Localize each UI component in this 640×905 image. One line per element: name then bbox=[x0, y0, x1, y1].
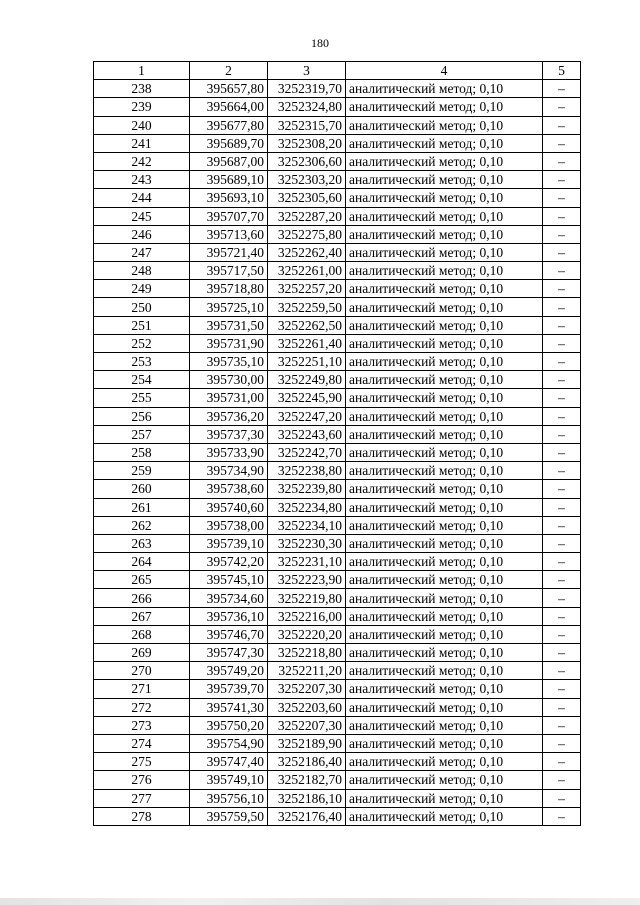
x-coordinate-cell: 395741,30 bbox=[190, 698, 268, 716]
point-number-cell: 265 bbox=[94, 571, 190, 589]
y-coordinate-cell: 3252238,80 bbox=[268, 462, 346, 480]
x-coordinate-cell: 395657,80 bbox=[190, 80, 268, 98]
table-row bbox=[94, 589, 581, 607]
method-accuracy-cell: аналитический метод; 0,10 bbox=[346, 571, 543, 589]
note-cell: – bbox=[543, 298, 581, 316]
x-coordinate-cell: 395749,10 bbox=[190, 771, 268, 789]
y-coordinate-cell: 3252239,80 bbox=[268, 480, 346, 498]
x-coordinate-cell: 395740,60 bbox=[190, 498, 268, 516]
y-coordinate-cell: 3252319,70 bbox=[268, 80, 346, 98]
x-coordinate-cell: 395735,10 bbox=[190, 353, 268, 371]
note-cell: – bbox=[543, 462, 581, 480]
y-coordinate-cell: 3252324,80 bbox=[268, 98, 346, 116]
coordinates-table bbox=[93, 61, 581, 826]
x-coordinate-cell: 395664,00 bbox=[190, 98, 268, 116]
note-cell: – bbox=[543, 353, 581, 371]
y-coordinate-cell: 3252186,10 bbox=[268, 789, 346, 807]
point-number-cell: 276 bbox=[94, 771, 190, 789]
table-row bbox=[94, 734, 581, 752]
y-coordinate-cell: 3252259,50 bbox=[268, 298, 346, 316]
method-accuracy-cell: аналитический метод; 0,10 bbox=[346, 644, 543, 662]
y-coordinate-cell: 3252251,10 bbox=[268, 353, 346, 371]
method-accuracy-cell: аналитический метод; 0,10 bbox=[346, 553, 543, 571]
x-coordinate-cell: 395736,10 bbox=[190, 607, 268, 625]
x-coordinate-cell: 395731,90 bbox=[190, 334, 268, 352]
point-number-cell: 277 bbox=[94, 789, 190, 807]
y-coordinate-cell: 3252176,40 bbox=[268, 807, 346, 825]
note-cell: – bbox=[543, 389, 581, 407]
point-number-cell: 260 bbox=[94, 480, 190, 498]
method-accuracy-cell: аналитический метод; 0,10 bbox=[346, 316, 543, 334]
y-coordinate-cell: 3252305,60 bbox=[268, 189, 346, 207]
y-coordinate-cell: 3252243,60 bbox=[268, 425, 346, 443]
point-number-cell: 256 bbox=[94, 407, 190, 425]
point-number-cell: 255 bbox=[94, 389, 190, 407]
point-number-cell: 262 bbox=[94, 516, 190, 534]
note-cell: – bbox=[543, 625, 581, 643]
table-row bbox=[94, 353, 581, 371]
table-row bbox=[94, 225, 581, 243]
note-cell: – bbox=[543, 334, 581, 352]
method-accuracy-cell: аналитический метод; 0,10 bbox=[346, 189, 543, 207]
y-coordinate-cell: 3252275,80 bbox=[268, 225, 346, 243]
x-coordinate-cell: 395747,30 bbox=[190, 644, 268, 662]
y-coordinate-cell: 3252262,40 bbox=[268, 243, 346, 261]
note-cell: – bbox=[543, 80, 581, 98]
method-accuracy-cell: аналитический метод; 0,10 bbox=[346, 789, 543, 807]
x-coordinate-cell: 395713,60 bbox=[190, 225, 268, 243]
method-accuracy-cell: аналитический метод; 0,10 bbox=[346, 152, 543, 170]
table-row bbox=[94, 243, 581, 261]
point-number-cell: 264 bbox=[94, 553, 190, 571]
y-coordinate-cell: 3252231,10 bbox=[268, 553, 346, 571]
note-cell: – bbox=[543, 207, 581, 225]
y-coordinate-cell: 3252261,00 bbox=[268, 262, 346, 280]
point-number-cell: 268 bbox=[94, 625, 190, 643]
point-number-cell: 247 bbox=[94, 243, 190, 261]
point-number-cell: 270 bbox=[94, 662, 190, 680]
note-cell: – bbox=[543, 662, 581, 680]
point-number-cell: 245 bbox=[94, 207, 190, 225]
point-number-cell: 250 bbox=[94, 298, 190, 316]
method-accuracy-cell: аналитический метод; 0,10 bbox=[346, 516, 543, 534]
x-coordinate-cell: 395749,20 bbox=[190, 662, 268, 680]
x-coordinate-cell: 395750,20 bbox=[190, 716, 268, 734]
table-row bbox=[94, 680, 581, 698]
point-number-cell: 261 bbox=[94, 498, 190, 516]
table-row bbox=[94, 171, 581, 189]
method-accuracy-cell: аналитический метод; 0,10 bbox=[346, 498, 543, 516]
x-coordinate-cell: 395733,90 bbox=[190, 443, 268, 461]
table-row bbox=[94, 625, 581, 643]
table-row bbox=[94, 316, 581, 334]
y-coordinate-cell: 3252306,60 bbox=[268, 152, 346, 170]
method-accuracy-cell: аналитический метод; 0,10 bbox=[346, 171, 543, 189]
note-cell: – bbox=[543, 225, 581, 243]
note-cell: – bbox=[543, 243, 581, 261]
method-accuracy-cell: аналитический метод; 0,10 bbox=[346, 262, 543, 280]
method-accuracy-cell: аналитический метод; 0,10 bbox=[346, 353, 543, 371]
note-cell: – bbox=[543, 189, 581, 207]
y-coordinate-cell: 3252218,80 bbox=[268, 644, 346, 662]
note-cell: – bbox=[543, 262, 581, 280]
table-row bbox=[94, 189, 581, 207]
y-coordinate-cell: 3252219,80 bbox=[268, 589, 346, 607]
y-coordinate-cell: 3252261,40 bbox=[268, 334, 346, 352]
header-col-5: 5 bbox=[543, 62, 581, 80]
y-coordinate-cell: 3252247,20 bbox=[268, 407, 346, 425]
y-coordinate-cell: 3252257,20 bbox=[268, 280, 346, 298]
point-number-cell: 239 bbox=[94, 98, 190, 116]
method-accuracy-cell: аналитический метод; 0,10 bbox=[346, 98, 543, 116]
note-cell: – bbox=[543, 498, 581, 516]
point-number-cell: 243 bbox=[94, 171, 190, 189]
header-col-2: 2 bbox=[190, 62, 268, 80]
point-number-cell: 240 bbox=[94, 116, 190, 134]
note-cell: – bbox=[543, 516, 581, 534]
note-cell: – bbox=[543, 698, 581, 716]
note-cell: – bbox=[543, 753, 581, 771]
table-row bbox=[94, 534, 581, 552]
point-number-cell: 246 bbox=[94, 225, 190, 243]
table-row bbox=[94, 116, 581, 134]
note-cell: – bbox=[543, 116, 581, 134]
y-coordinate-cell: 3252207,30 bbox=[268, 680, 346, 698]
point-number-cell: 241 bbox=[94, 134, 190, 152]
method-accuracy-cell: аналитический метод; 0,10 bbox=[346, 225, 543, 243]
method-accuracy-cell: аналитический метод; 0,10 bbox=[346, 280, 543, 298]
point-number-cell: 259 bbox=[94, 462, 190, 480]
note-cell: – bbox=[543, 443, 581, 461]
method-accuracy-cell: аналитический метод; 0,10 bbox=[346, 480, 543, 498]
table-body bbox=[94, 80, 581, 826]
method-accuracy-cell: аналитический метод; 0,10 bbox=[346, 334, 543, 352]
x-coordinate-cell: 395747,40 bbox=[190, 753, 268, 771]
table-row bbox=[94, 480, 581, 498]
table-row bbox=[94, 553, 581, 571]
x-coordinate-cell: 395689,10 bbox=[190, 171, 268, 189]
point-number-cell: 251 bbox=[94, 316, 190, 334]
x-coordinate-cell: 395739,10 bbox=[190, 534, 268, 552]
table-row bbox=[94, 771, 581, 789]
table-row bbox=[94, 80, 581, 98]
table-row bbox=[94, 516, 581, 534]
table-row bbox=[94, 498, 581, 516]
header-col-1: 1 bbox=[94, 62, 190, 80]
x-coordinate-cell: 395734,90 bbox=[190, 462, 268, 480]
note-cell: – bbox=[543, 534, 581, 552]
point-number-cell: 252 bbox=[94, 334, 190, 352]
note-cell: – bbox=[543, 316, 581, 334]
x-coordinate-cell: 395687,00 bbox=[190, 152, 268, 170]
y-coordinate-cell: 3252234,10 bbox=[268, 516, 346, 534]
note-cell: – bbox=[543, 480, 581, 498]
y-coordinate-cell: 3252207,30 bbox=[268, 716, 346, 734]
x-coordinate-cell: 395738,60 bbox=[190, 480, 268, 498]
method-accuracy-cell: аналитический метод; 0,10 bbox=[346, 734, 543, 752]
x-coordinate-cell: 395731,50 bbox=[190, 316, 268, 334]
point-number-cell: 271 bbox=[94, 680, 190, 698]
method-accuracy-cell: аналитический метод; 0,10 bbox=[346, 807, 543, 825]
method-accuracy-cell: аналитический метод; 0,10 bbox=[346, 80, 543, 98]
point-number-cell: 254 bbox=[94, 371, 190, 389]
x-coordinate-cell: 395737,30 bbox=[190, 425, 268, 443]
note-cell: – bbox=[543, 807, 581, 825]
method-accuracy-cell: аналитический метод; 0,10 bbox=[346, 753, 543, 771]
point-number-cell: 275 bbox=[94, 753, 190, 771]
point-number-cell: 269 bbox=[94, 644, 190, 662]
y-coordinate-cell: 3252242,70 bbox=[268, 443, 346, 461]
note-cell: – bbox=[543, 425, 581, 443]
method-accuracy-cell: аналитический метод; 0,10 bbox=[346, 407, 543, 425]
method-accuracy-cell: аналитический метод; 0,10 bbox=[346, 116, 543, 134]
method-accuracy-cell: аналитический метод; 0,10 bbox=[346, 716, 543, 734]
point-number-cell: 272 bbox=[94, 698, 190, 716]
table-row bbox=[94, 807, 581, 825]
table-row bbox=[94, 134, 581, 152]
point-number-cell: 278 bbox=[94, 807, 190, 825]
table-row bbox=[94, 644, 581, 662]
y-coordinate-cell: 3252186,40 bbox=[268, 753, 346, 771]
x-coordinate-cell: 395730,00 bbox=[190, 371, 268, 389]
note-cell: – bbox=[543, 734, 581, 752]
x-coordinate-cell: 395746,70 bbox=[190, 625, 268, 643]
y-coordinate-cell: 3252234,80 bbox=[268, 498, 346, 516]
x-coordinate-cell: 395745,10 bbox=[190, 571, 268, 589]
table-row bbox=[94, 662, 581, 680]
table-row bbox=[94, 753, 581, 771]
method-accuracy-cell: аналитический метод; 0,10 bbox=[346, 698, 543, 716]
note-cell: – bbox=[543, 680, 581, 698]
x-coordinate-cell: 395677,80 bbox=[190, 116, 268, 134]
table-row bbox=[94, 262, 581, 280]
note-cell: – bbox=[543, 771, 581, 789]
y-coordinate-cell: 3252249,80 bbox=[268, 371, 346, 389]
x-coordinate-cell: 395721,40 bbox=[190, 243, 268, 261]
note-cell: – bbox=[543, 171, 581, 189]
method-accuracy-cell: аналитический метод; 0,10 bbox=[346, 589, 543, 607]
y-coordinate-cell: 3252308,20 bbox=[268, 134, 346, 152]
method-accuracy-cell: аналитический метод; 0,10 bbox=[346, 462, 543, 480]
point-number-cell: 238 bbox=[94, 80, 190, 98]
y-coordinate-cell: 3252230,30 bbox=[268, 534, 346, 552]
table-row bbox=[94, 152, 581, 170]
point-number-cell: 267 bbox=[94, 607, 190, 625]
table-row bbox=[94, 443, 581, 461]
header-col-3: 3 bbox=[268, 62, 346, 80]
table-row bbox=[94, 407, 581, 425]
method-accuracy-cell: аналитический метод; 0,10 bbox=[346, 371, 543, 389]
table-row bbox=[94, 334, 581, 352]
method-accuracy-cell: аналитический метод; 0,10 bbox=[346, 243, 543, 261]
point-number-cell: 257 bbox=[94, 425, 190, 443]
y-coordinate-cell: 3252189,90 bbox=[268, 734, 346, 752]
x-coordinate-cell: 395739,70 bbox=[190, 680, 268, 698]
method-accuracy-cell: аналитический метод; 0,10 bbox=[346, 534, 543, 552]
method-accuracy-cell: аналитический метод; 0,10 bbox=[346, 298, 543, 316]
x-coordinate-cell: 395717,50 bbox=[190, 262, 268, 280]
method-accuracy-cell: аналитический метод; 0,10 bbox=[346, 607, 543, 625]
method-accuracy-cell: аналитический метод; 0,10 bbox=[346, 134, 543, 152]
table-row bbox=[94, 789, 581, 807]
table-row bbox=[94, 98, 581, 116]
table-row bbox=[94, 716, 581, 734]
x-coordinate-cell: 395707,70 bbox=[190, 207, 268, 225]
note-cell: – bbox=[543, 644, 581, 662]
table-row bbox=[94, 371, 581, 389]
y-coordinate-cell: 3252245,90 bbox=[268, 389, 346, 407]
note-cell: – bbox=[543, 571, 581, 589]
note-cell: – bbox=[543, 607, 581, 625]
note-cell: – bbox=[543, 789, 581, 807]
note-cell: – bbox=[543, 716, 581, 734]
table-row bbox=[94, 571, 581, 589]
header-col-4: 4 bbox=[346, 62, 543, 80]
note-cell: – bbox=[543, 98, 581, 116]
point-number-cell: 242 bbox=[94, 152, 190, 170]
note-cell: – bbox=[543, 371, 581, 389]
note-cell: – bbox=[543, 407, 581, 425]
x-coordinate-cell: 395736,20 bbox=[190, 407, 268, 425]
point-number-cell: 244 bbox=[94, 189, 190, 207]
table-row bbox=[94, 607, 581, 625]
table-row bbox=[94, 389, 581, 407]
method-accuracy-cell: аналитический метод; 0,10 bbox=[346, 207, 543, 225]
method-accuracy-cell: аналитический метод; 0,10 bbox=[346, 662, 543, 680]
x-coordinate-cell: 395734,60 bbox=[190, 589, 268, 607]
point-number-cell: 253 bbox=[94, 353, 190, 371]
y-coordinate-cell: 3252287,20 bbox=[268, 207, 346, 225]
y-coordinate-cell: 3252262,50 bbox=[268, 316, 346, 334]
point-number-cell: 249 bbox=[94, 280, 190, 298]
method-accuracy-cell: аналитический метод; 0,10 bbox=[346, 625, 543, 643]
table-row bbox=[94, 425, 581, 443]
note-cell: – bbox=[543, 589, 581, 607]
x-coordinate-cell: 395718,80 bbox=[190, 280, 268, 298]
point-number-cell: 266 bbox=[94, 589, 190, 607]
y-coordinate-cell: 3252303,20 bbox=[268, 171, 346, 189]
y-coordinate-cell: 3252203,60 bbox=[268, 698, 346, 716]
x-coordinate-cell: 395756,10 bbox=[190, 789, 268, 807]
method-accuracy-cell: аналитический метод; 0,10 bbox=[346, 680, 543, 698]
point-number-cell: 263 bbox=[94, 534, 190, 552]
table-row bbox=[94, 207, 581, 225]
method-accuracy-cell: аналитический метод; 0,10 bbox=[346, 771, 543, 789]
point-number-cell: 273 bbox=[94, 716, 190, 734]
method-accuracy-cell: аналитический метод; 0,10 bbox=[346, 425, 543, 443]
point-number-cell: 258 bbox=[94, 443, 190, 461]
x-coordinate-cell: 395731,00 bbox=[190, 389, 268, 407]
point-number-cell: 274 bbox=[94, 734, 190, 752]
table-row bbox=[94, 298, 581, 316]
page-number: 180 bbox=[311, 36, 329, 50]
y-coordinate-cell: 3252216,00 bbox=[268, 607, 346, 625]
y-coordinate-cell: 3252220,20 bbox=[268, 625, 346, 643]
y-coordinate-cell: 3252182,70 bbox=[268, 771, 346, 789]
note-cell: – bbox=[543, 134, 581, 152]
header-row bbox=[94, 62, 581, 80]
method-accuracy-cell: аналитический метод; 0,10 bbox=[346, 389, 543, 407]
x-coordinate-cell: 395693,10 bbox=[190, 189, 268, 207]
x-coordinate-cell: 395738,00 bbox=[190, 516, 268, 534]
y-coordinate-cell: 3252315,70 bbox=[268, 116, 346, 134]
y-coordinate-cell: 3252223,90 bbox=[268, 571, 346, 589]
x-coordinate-cell: 395759,50 bbox=[190, 807, 268, 825]
x-coordinate-cell: 395754,90 bbox=[190, 734, 268, 752]
table-row bbox=[94, 698, 581, 716]
scan-edge-artifact bbox=[0, 898, 640, 905]
y-coordinate-cell: 3252211,20 bbox=[268, 662, 346, 680]
table-row bbox=[94, 280, 581, 298]
x-coordinate-cell: 395725,10 bbox=[190, 298, 268, 316]
method-accuracy-cell: аналитический метод; 0,10 bbox=[346, 443, 543, 461]
x-coordinate-cell: 395742,20 bbox=[190, 553, 268, 571]
note-cell: – bbox=[543, 280, 581, 298]
note-cell: – bbox=[543, 152, 581, 170]
x-coordinate-cell: 395689,70 bbox=[190, 134, 268, 152]
table-row bbox=[94, 462, 581, 480]
table-header bbox=[94, 62, 581, 80]
point-number-cell: 248 bbox=[94, 262, 190, 280]
note-cell: – bbox=[543, 553, 581, 571]
